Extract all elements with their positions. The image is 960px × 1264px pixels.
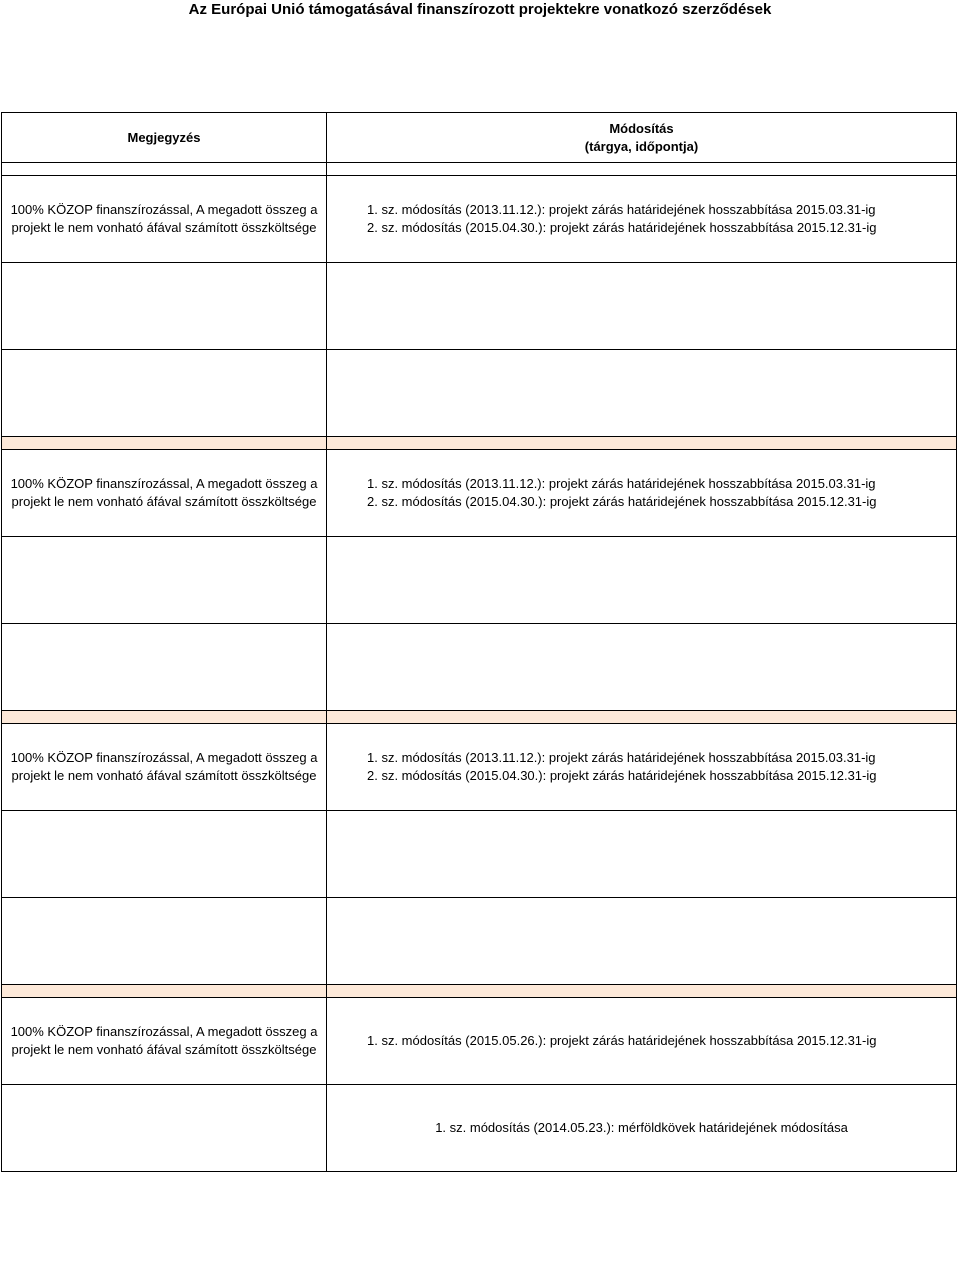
shaded-separator-row <box>2 437 957 450</box>
header-row <box>2 113 957 163</box>
empty-row <box>2 350 957 437</box>
note-cell: 100% KÖZOP finanszírozással, A megadott összeg a projekt le nem vonható áfával számított összköltsége <box>2 176 327 263</box>
empty-row <box>2 898 957 985</box>
empty-row <box>2 263 957 350</box>
modification-line: 1. sz. módosítás (2013.11.12.): projekt zárás határidejének hosszabbítása 2015.03.31-ig <box>367 476 876 491</box>
modification-cell <box>327 450 957 537</box>
table-row <box>2 450 957 537</box>
note-cell: 100% KÖZOP finanszírozással, A megadott összeg a projekt le nem vonható áfával számított összköltsége <box>2 450 327 537</box>
modification-line: 1. sz. módosítás (2013.11.12.): projekt zárás határidejének hosszabbítása 2015.03.31-ig <box>367 202 876 217</box>
note-cell: 100% KÖZOP finanszírozással, A megadott összeg a projekt le nem vonható áfával számított összköltsége <box>2 998 327 1085</box>
table-row <box>2 724 957 811</box>
table-row <box>2 998 957 1085</box>
modification-line: 1. sz. módosítás (2014.05.23.): mérföldkövek határidejének módosítása <box>435 1120 848 1135</box>
contracts-table <box>1 112 957 1172</box>
modification-line: 1. sz. módosítás (2013.11.12.): projekt zárás határidejének hosszabbítása 2015.03.31-ig <box>367 750 876 765</box>
modification-line: 1. sz. módosítás (2015.05.26.): projekt zárás határidejének hosszabbítása 2015.12.31-ig <box>367 1033 877 1048</box>
empty-row <box>2 537 957 624</box>
modification-cell <box>327 176 957 263</box>
note-cell: 100% KÖZOP finanszírozással, A megadott összeg a projekt le nem vonható áfával számított összköltsége <box>2 724 327 811</box>
shaded-separator-row <box>2 711 957 724</box>
page-title: Az Európai Unió támogatásával finanszírozott projektekre vonatkozó szerződések <box>188 1 772 18</box>
header-modositas <box>327 113 957 163</box>
shaded-separator-row <box>2 985 957 998</box>
modification-line: 2. sz. módosítás (2015.04.30.): projekt zárás határidejének hosszabbítása 2015.12.31-ig <box>367 494 877 509</box>
header-megjegyzes: Megjegyzés <box>2 113 327 163</box>
empty-row <box>2 624 957 711</box>
header-modositas-line2: (tárgya, időpontja) <box>584 138 699 154</box>
table-row <box>2 1085 957 1172</box>
separator-row <box>2 163 957 176</box>
table-row <box>2 176 957 263</box>
modification-cell <box>327 1085 957 1172</box>
modification-line: 2. sz. módosítás (2015.04.30.): projekt zárás határidejének hosszabbítása 2015.12.31-ig <box>367 768 877 783</box>
modification-line: 2. sz. módosítás (2015.04.30.): projekt zárás határidejének hosszabbítása 2015.12.31-ig <box>367 220 877 235</box>
empty-row <box>2 811 957 898</box>
header-modositas-line1: Módosítás <box>609 120 674 136</box>
modification-cell <box>327 724 957 811</box>
modification-cell <box>327 998 957 1085</box>
